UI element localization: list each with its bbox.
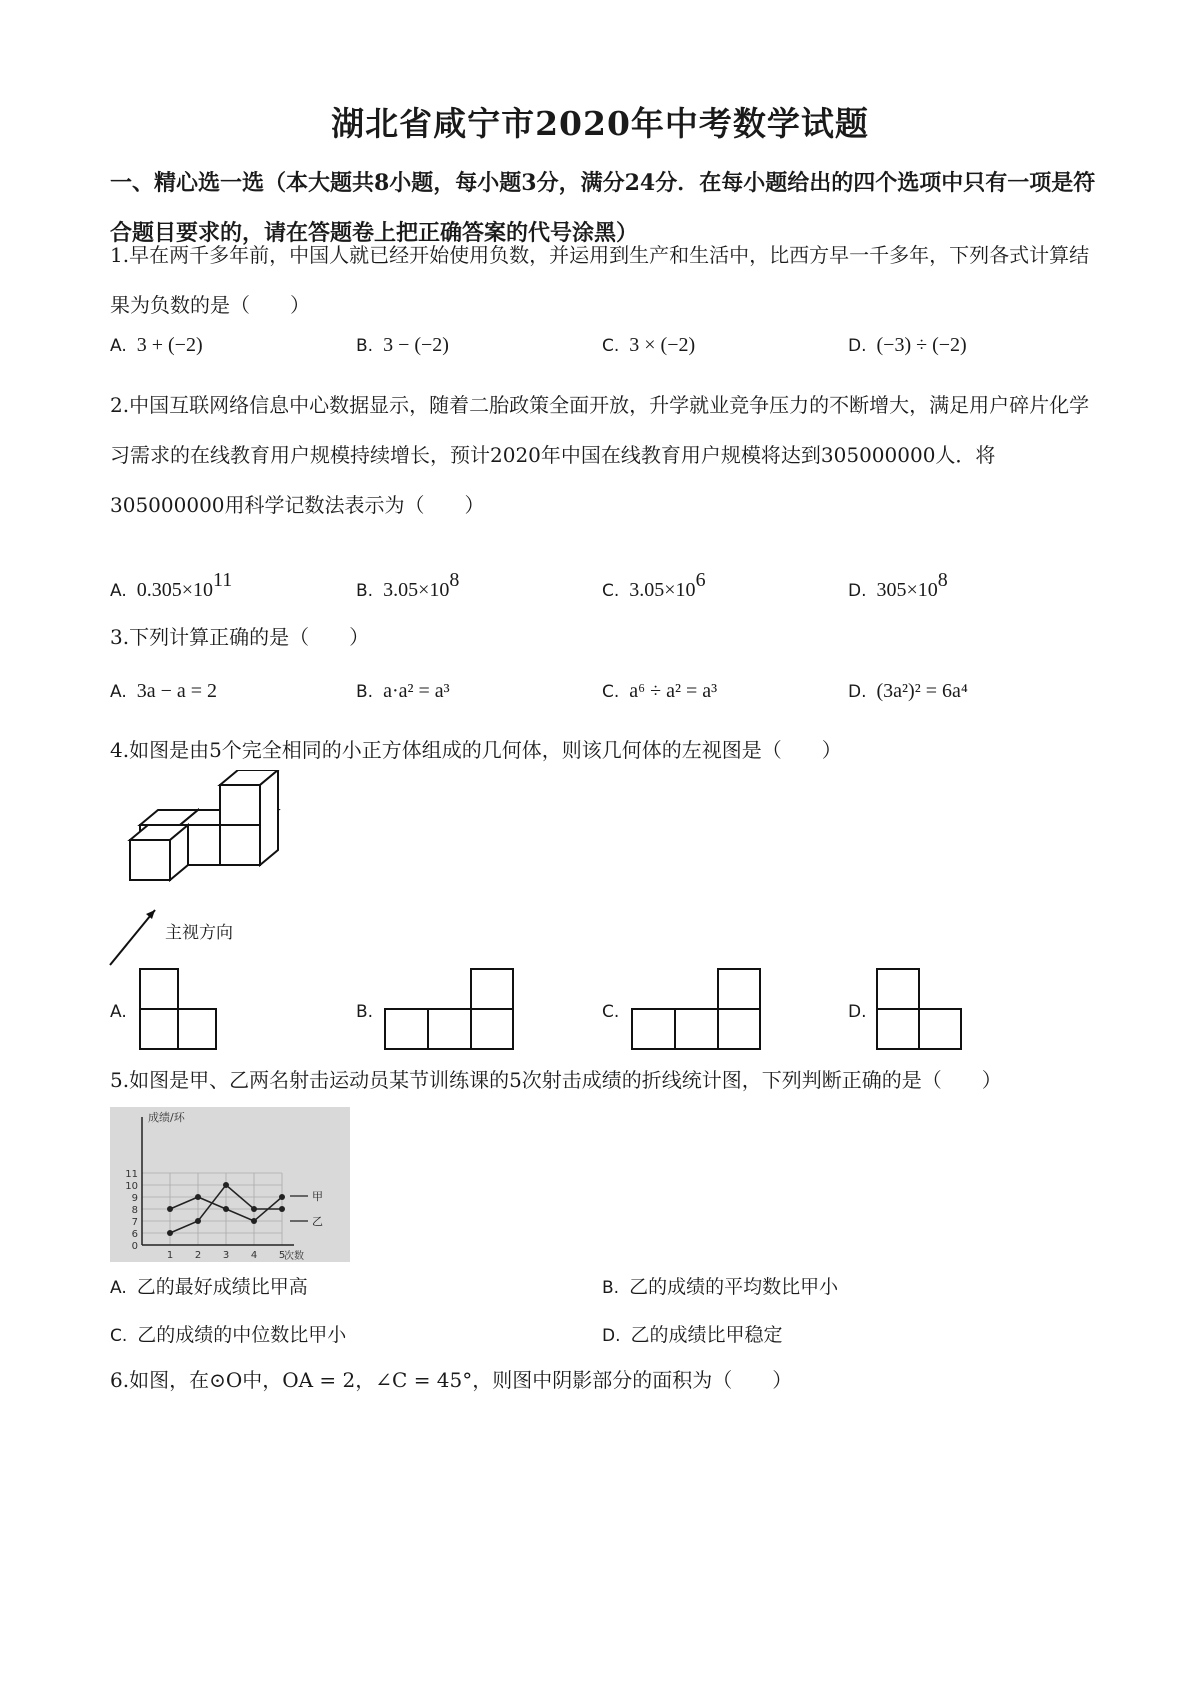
x-tick-label: 3 [222,1250,230,1261]
question-4-stem: 4.如图是由5个完全相同的小正方体组成的几何体，则该几何体的左视图是（ ） [110,738,842,762]
score-line-chart [110,1107,350,1262]
option-label: B. [602,1278,620,1298]
x-tick-label: 2 [194,1250,202,1261]
y-tick-label: 0 [131,1241,138,1252]
y-tick-label: 7 [131,1217,138,1228]
option-text: 3.05×10 [383,579,450,601]
q2-option-b [356,565,459,606]
q4-option-b [356,996,383,1027]
option-text: (−3) ÷ (−2) [876,334,967,356]
q5-option-c [110,1320,346,1351]
question-5-stem: 5.如图是甲、乙两名射击运动员某节训练课的5次射击成绩的折线统计图，下列判断正确的是（ ） [110,1068,1002,1092]
q3-option-c [602,676,717,707]
q5-option-d [602,1320,783,1351]
view-b [384,968,514,1053]
data-point [195,1218,201,1224]
option-label: C. [602,581,620,601]
option-label: B. [356,682,374,702]
q3-option-d [848,676,968,707]
question-1-stem: 1.早在两千多年前，中国人就已经开始使用负数，并运用到生产和生活中，比西方早一千多年，下列各式计算结果为负数的是（ ） [110,243,1090,317]
q1-option-a [110,330,203,361]
question-2-stem: 2.中国互联网络信息中心数据显示，随着二胎政策全面开放，升学就业竞争压力的不断增大，满足用户碎片化学习需求的在线教育用户规模持续增长，预计2020年中国在线教育用户规模将达到305000000人．将305000000用科学记数法表示为（ ） [110,393,1090,517]
option-label: C. [602,336,620,356]
option-label: A. [110,581,127,601]
option-label: C. [602,682,620,702]
option-label: D. [848,1002,867,1022]
option-exponent: 6 [695,569,706,591]
y-axis-title: 成绩/环 [148,1111,185,1124]
option-label: A. [110,1002,127,1022]
q4-option-d [848,996,877,1027]
figure-caption: 主视方向 [165,923,233,943]
option-text: 3 × (−2) [629,334,696,356]
data-point [251,1206,257,1212]
option-label: D. [848,682,867,702]
q1-option-d [848,330,967,361]
y-tick-label: 8 [131,1205,138,1216]
legend-label: 甲 [312,1190,323,1203]
option-label: C. [110,1326,128,1346]
option-text: 乙的成绩比甲稳定 [630,1324,783,1346]
option-label: D. [848,581,867,601]
q1-option-c [602,330,695,361]
option-text: 0.305×10 [136,579,214,601]
page-title: 湖北省咸宁市2020年中考数学试题 [331,104,869,143]
view-a [139,968,219,1053]
q2-option-c [602,565,706,606]
section-heading: 一、精心选一选（本大题共8小题，每小题3分，满分24分．在每小题给出的四个选项中只有一项是符合题目要求的，请在答题卷上把正确答案的代号涂黑） [110,170,1096,246]
option-label: B. [356,1002,374,1022]
option-text: a·a² = a³ [383,680,450,702]
data-point [279,1194,285,1200]
option-text: 3a − a = 2 [136,680,218,702]
option-label: A. [110,1278,127,1298]
option-label: C. [602,1002,620,1022]
option-text: 305×10 [876,579,938,601]
option-exponent: 8 [449,569,460,591]
option-label: A. [110,682,127,702]
q2-option-d [848,565,948,606]
option-text: 乙的最好成绩比甲高 [136,1276,308,1298]
x-axis-title: 次数 [284,1251,304,1262]
option-text: a⁶ ÷ a² = a³ [629,680,718,702]
option-label: D. [602,1326,621,1346]
question-6-stem: 6.如图，在⊙O中，OA = 2，∠C = 45°，则图中阴影部分的面积为（ ） [110,1368,793,1392]
y-tick-label: 6 [131,1229,138,1240]
chart-background [110,1107,350,1262]
q3-option-b [356,676,450,707]
data-point [223,1182,229,1188]
legend-label: 乙 [312,1215,323,1228]
option-label: B. [356,336,374,356]
data-point [195,1194,201,1200]
x-tick-label: 5 [278,1250,286,1261]
y-tick-label: 10 [125,1181,138,1192]
q2-option-a [110,565,232,606]
y-tick-label: 9 [131,1193,138,1204]
q5-option-b [602,1272,838,1303]
y-tick-label: 11 [125,1169,138,1180]
view-c [631,968,761,1053]
option-text: 3.05×10 [629,579,696,601]
data-point [279,1206,285,1212]
q4-option-a [110,996,137,1027]
x-tick-label: 1 [166,1250,174,1261]
option-text: 乙的成绩的中位数比甲小 [137,1324,347,1346]
option-text: 3 − (−2) [383,334,449,356]
q1-option-b [356,330,449,361]
option-label: D. [848,336,867,356]
data-point [167,1206,173,1212]
question-3-stem: 3.下列计算正确的是（ ） [110,625,370,649]
data-point [223,1206,229,1212]
option-text: 乙的成绩的平均数比甲小 [629,1276,839,1298]
option-text: (3a²)² = 6a⁴ [876,680,968,702]
q3-option-a [110,676,217,707]
data-point [167,1230,173,1236]
option-exponent: 11 [213,569,233,591]
option-label: A. [110,336,127,356]
option-text: 3 + (−2) [136,334,203,356]
q4-option-c [602,996,629,1027]
q5-option-a [110,1272,308,1303]
view-d [876,968,966,1053]
option-exponent: 8 [937,569,948,591]
option-label: B. [356,581,374,601]
x-tick-label: 4 [250,1250,258,1261]
data-point [251,1218,257,1224]
